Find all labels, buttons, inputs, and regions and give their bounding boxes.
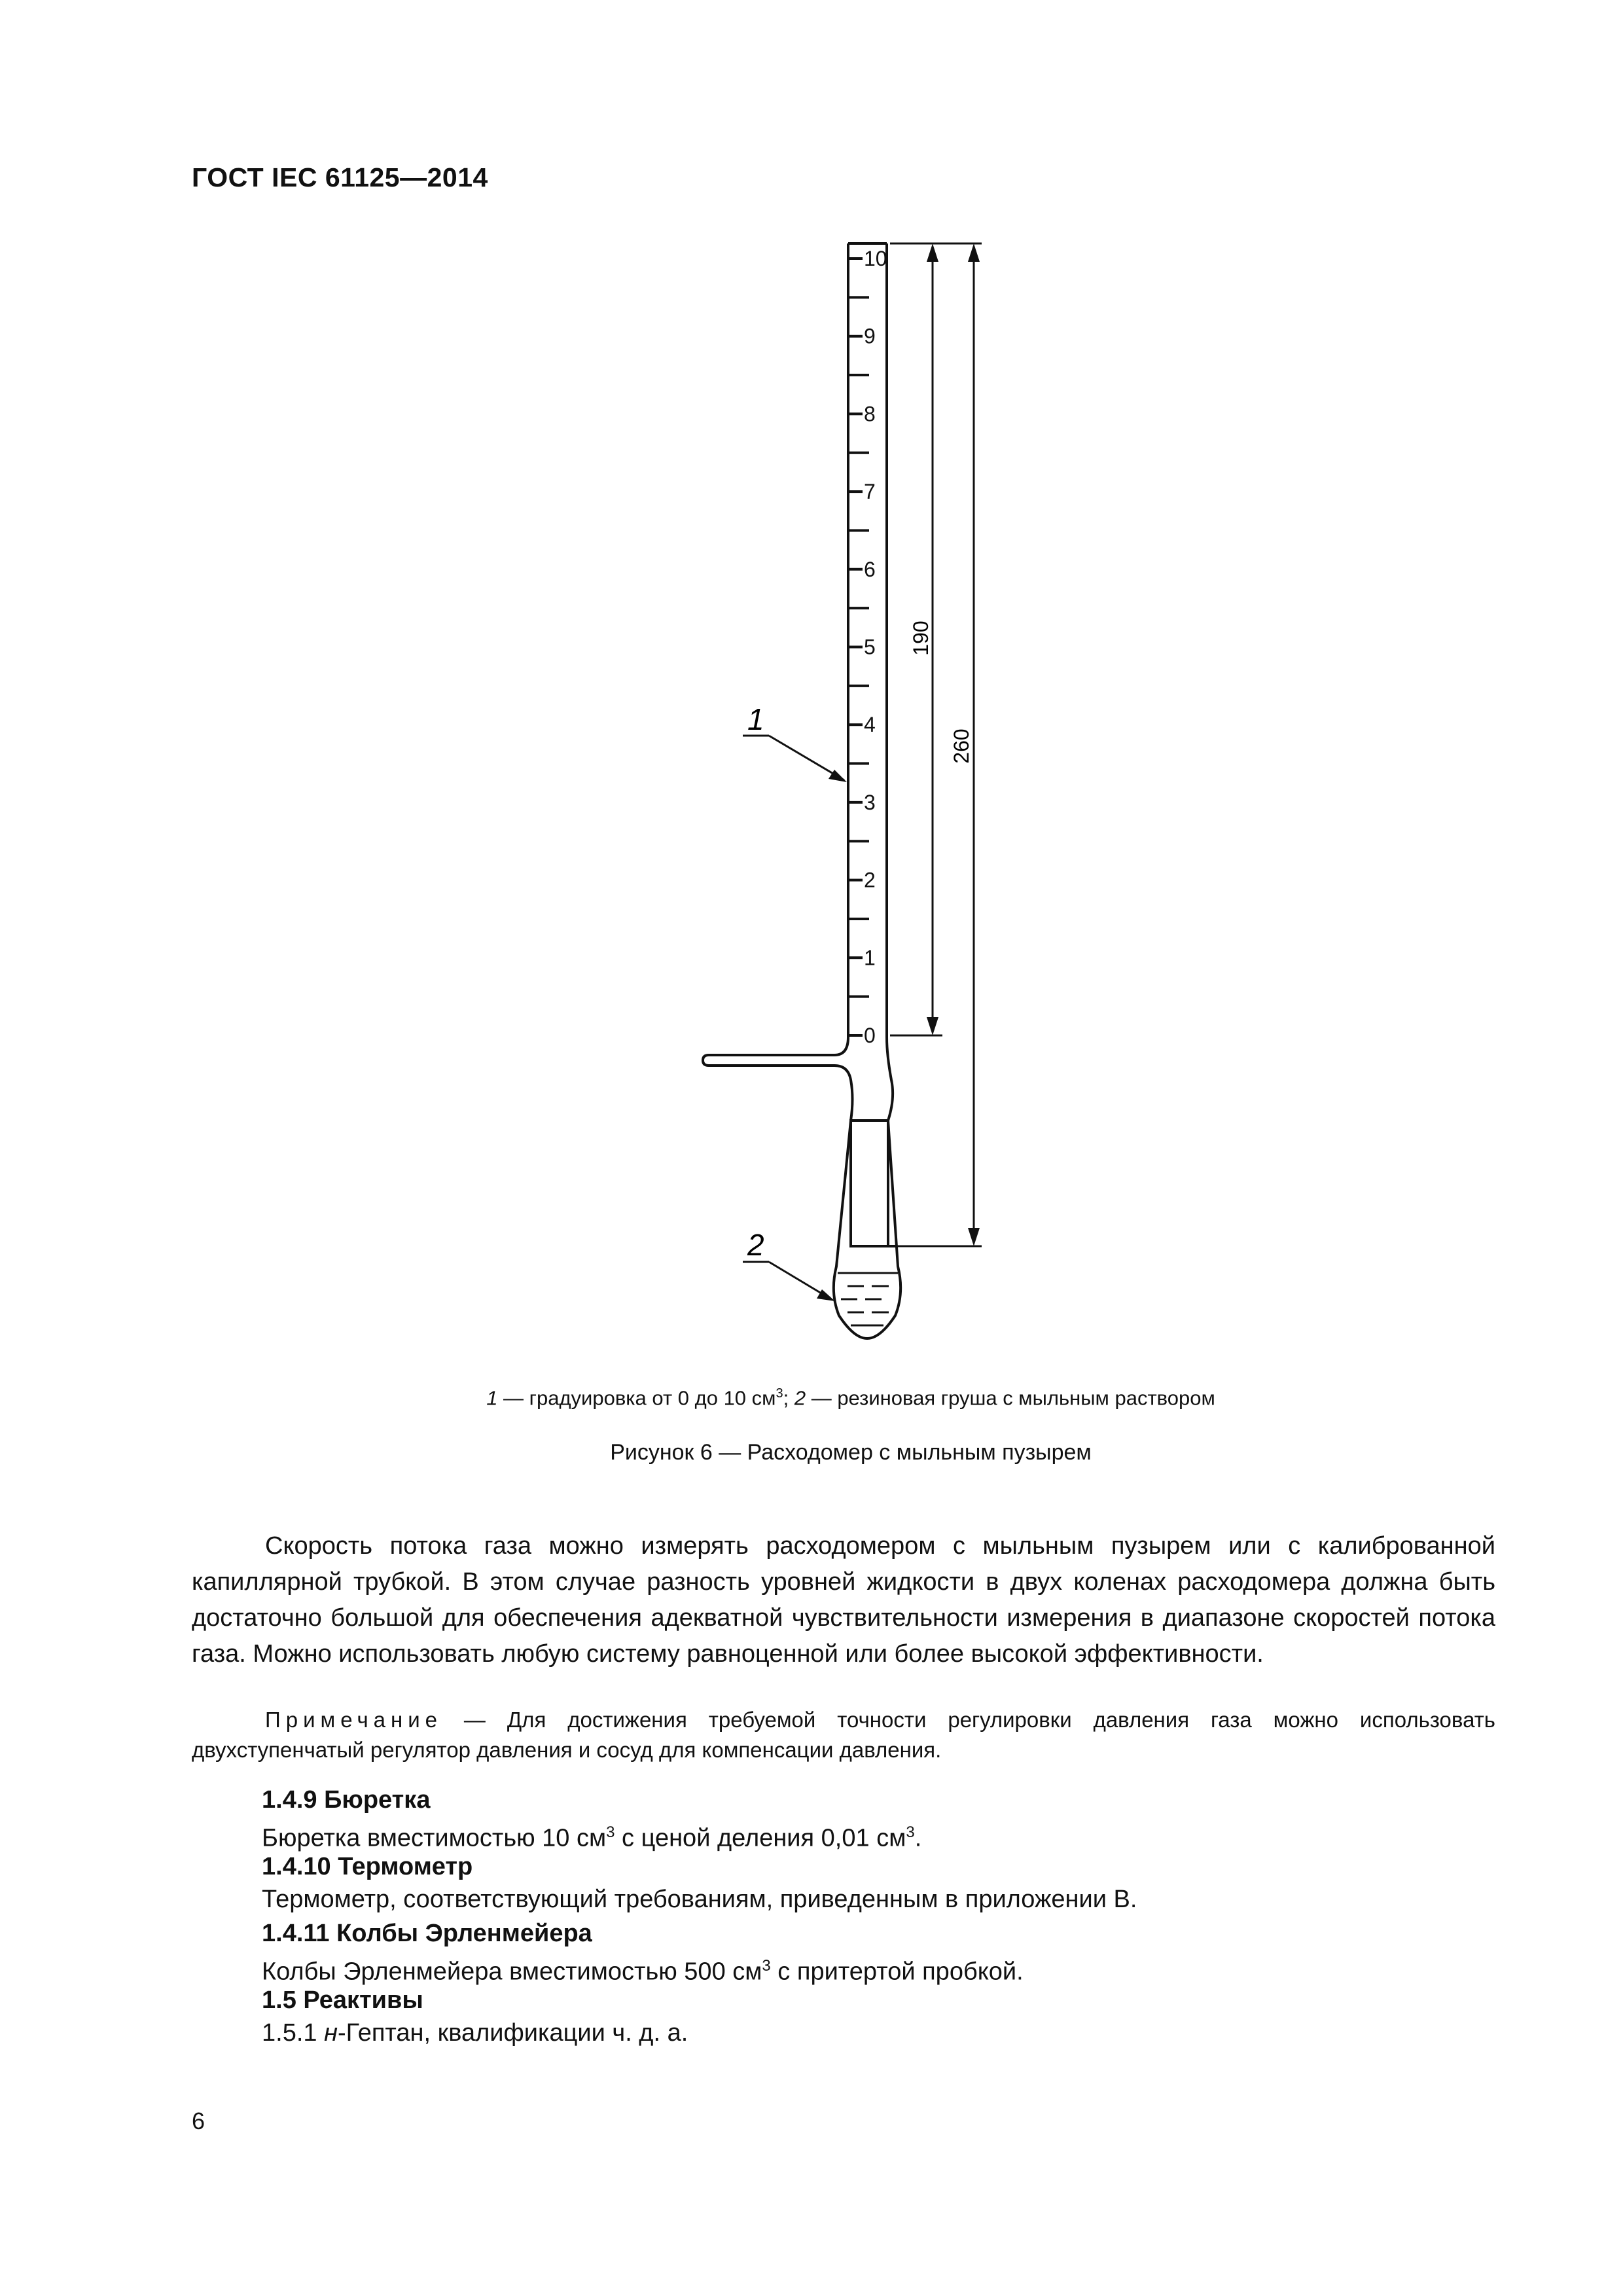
scale-label-7: 7 (864, 480, 876, 504)
section-1-4-11-text (262, 1950, 1492, 1984)
section-1-5-1-italic: н (324, 2019, 338, 2047)
scale-label-9: 9 (864, 324, 876, 348)
legend-item-1-text: — градуировка от 0 до 10 см (497, 1386, 776, 1410)
section-1-4-10-title: 1.4.10 Термометр (262, 1853, 473, 1880)
scale-label-6: 6 (864, 557, 876, 581)
section-1-4-9-text-c: . (914, 1824, 922, 1852)
section-1-5-1-text (262, 2017, 1492, 2051)
body-paragraph: Скорость потока газа можно измерять расходомером с мыльным пузырем или с калиброванной капиллярной трубкой. В этом случае разность уровней жидкости в двух коленах расходомера должна быть достаточно большой для обеспечения адекватной чувствительности измерения в диапазоне скоростей потока газа. Можно использовать любую систему равноценной или более высокой эффективности. (192, 1532, 1495, 1668)
legend-item-2-text: — резиновая груша с мыльным раствором (806, 1386, 1215, 1410)
scale-label-0: 0 (864, 1024, 876, 1047)
scale-label-2: 2 (864, 868, 876, 892)
scale-label-5: 5 (864, 635, 876, 659)
callout-1-label: 1 (747, 702, 764, 736)
legend-separator: ; (783, 1386, 794, 1410)
graduation-labels (864, 247, 887, 1047)
note-text: — Для достижения требуемой точности регулировки давления газа можно использовать двухступенчатый регулятор давления и сосуд для компенсации давления. (192, 1708, 1495, 1762)
scale-label-8: 8 (864, 402, 876, 426)
dimension-190-label: 190 (909, 620, 933, 656)
note-label: Примечание (265, 1708, 443, 1732)
legend-item-1-number: 1 (486, 1386, 498, 1410)
section-1-4-9-title: 1.4.9 Бюретка (262, 1786, 431, 1814)
rubber-bulb (834, 1121, 901, 1338)
section-1-5-title: 1.5 Реактивы (262, 1986, 423, 2014)
section-1-4-9-sup-b: 3 (906, 1823, 915, 1841)
dimension-190 (890, 243, 982, 1035)
document-header: ГОСТ IEC 61125—2014 (192, 162, 488, 192)
soap-solution (838, 1273, 898, 1325)
section-1-4-9-sup-a: 3 (606, 1823, 615, 1841)
section-1-4-9-text-b: с ценой деления 0,01 см (615, 1824, 906, 1852)
lower-tube (851, 1121, 888, 1246)
section-1-4-11-text-a: Колбы Эрленмейера вместимостью 500 см (262, 1958, 762, 1986)
page-number: 6 (192, 2108, 205, 2134)
burette-tube-right (887, 243, 893, 1121)
legend-item-1-superscript: 3 (776, 1386, 783, 1401)
legend-item-2-number: 2 (794, 1386, 806, 1410)
section-1-4-9-text (262, 1816, 1492, 1850)
dimension-260-label: 260 (950, 728, 973, 764)
section-1-4-11-text-b: с притертой пробкой. (770, 1958, 1024, 1986)
section-1-4-9-text-a: Бюретка вместимостью 10 см (262, 1824, 607, 1852)
scale-label-3: 3 (864, 790, 876, 814)
note-paragraph (192, 1705, 1495, 1765)
scale-label-1: 1 (864, 946, 876, 970)
section-1-5-1-number: 1.5.1 (262, 2019, 325, 2047)
callout-2-label: 2 (747, 1228, 764, 1262)
figure-caption: Рисунок 6 — Расходомер с мыльным пузырем (610, 1440, 1092, 1465)
burette-tube (703, 243, 853, 1121)
scale-label-4: 4 (864, 713, 876, 737)
sections-block (262, 1784, 1492, 2051)
section-1-4-10-text: Термометр, соответствующий требованиям, приведенным в приложении В. (262, 1886, 1137, 1913)
section-1-4-11-title: 1.4.11 Колбы Эрленмейера (262, 1920, 592, 1947)
figure-legend (0, 1386, 1623, 1410)
section-1-4-11-sup: 3 (762, 1957, 771, 1975)
section-1-5-1-body: -Гептан, квалификации ч. д. а. (338, 2019, 688, 2047)
scale-label-10: 10 (864, 247, 887, 270)
